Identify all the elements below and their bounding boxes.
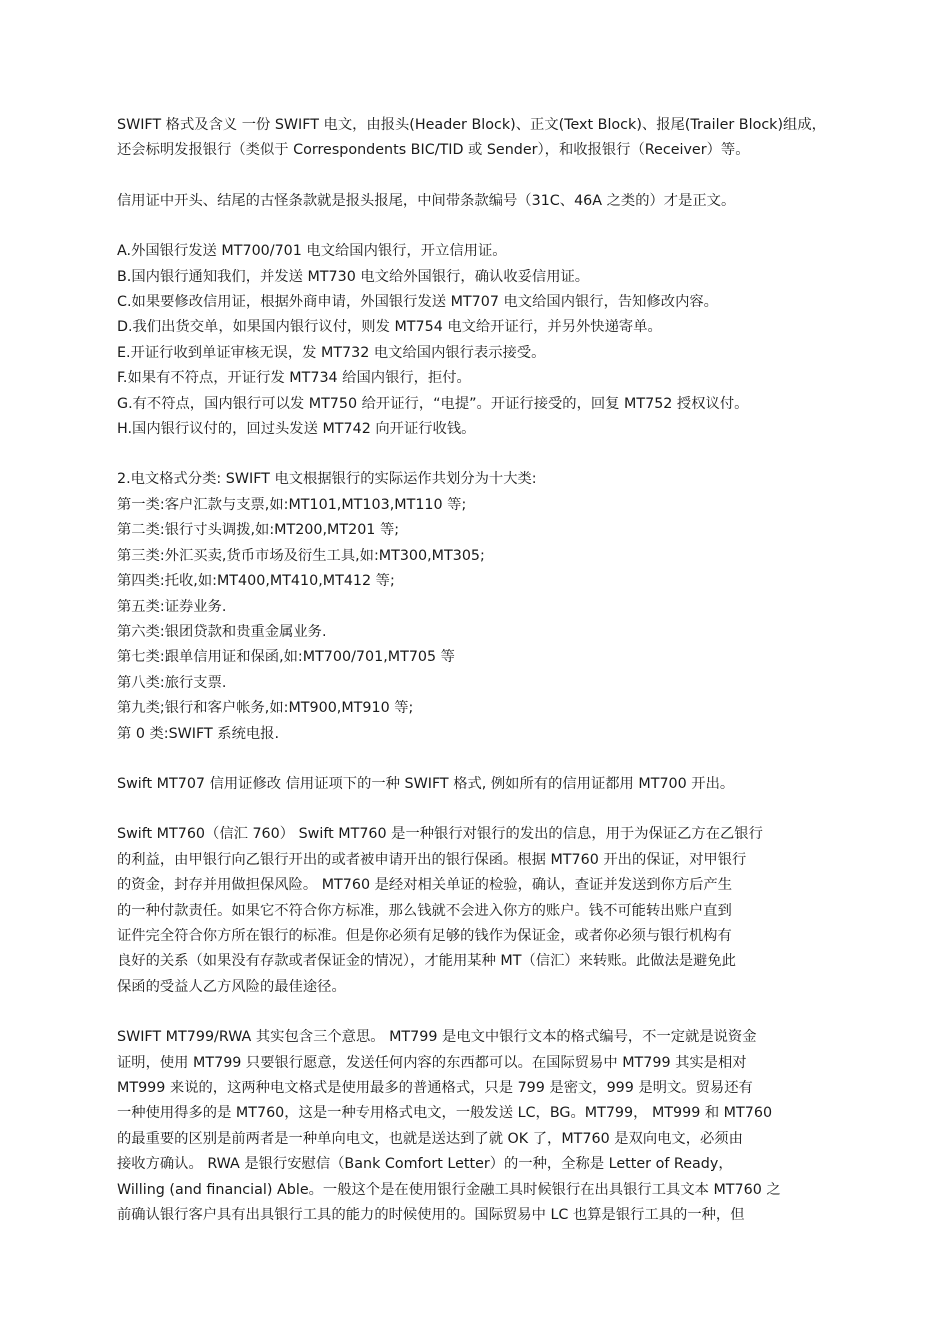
mt799-line: 证明，使用 MT799 只要银行愿意，发送任何内容的东西都可以。在国际贸易中 MT799 其实是相对 [117,1054,747,1071]
category-item: 第七类:跟单信用证和保函,如:MT700/701,MT705 等 [117,649,455,666]
mt799-line: SWIFT MT799/RWA 其实包含三个意思。 MT799 是电文中银行文本的格式编号，不一定就是说资金 [117,1029,757,1046]
mt799-paragraph [117,1025,837,1228]
category-item: 第九类;银行和客户帐务,如:MT900,MT910 等; [117,700,414,717]
steps-list [117,239,837,442]
categories-section [117,467,837,746]
step-item: B.国内银行通知我们，并发送 MT730 电文给外国银行，确认收妥信用证。 [117,268,590,285]
mt760-line: Swift MT760（信汇 760） Swift MT760 是一种银行对银行的发出的信息，用于为保证乙方在乙银行 [117,826,763,843]
step-item: H.国内银行议付的，回过头发送 MT742 向开证行收钱。 [117,421,476,438]
explain-line: 信用证中开头、结尾的古怪条款就是报头报尾，中间带条款编号（31C、46A 之类的）才是正文。 [117,192,736,209]
step-item: G.有不符点，国内银行可以发 MT750 给开证行，“电提”。开证行接受的，回复 MT752 授权议付。 [117,395,749,412]
step-item: A.外国银行发送 MT700/701 电文给国内银行，开立信用证。 [117,243,507,260]
intro-line: SWIFT 格式及含义 一份 SWIFT 电文，由报头(Header Block)、正文(Text Block)、报尾(Trailer Block)组成， [117,117,826,133]
intro-line: 还会标明发报银行（类似于 Correspondents BIC/TID 或 Sender），和收报银行（Receiver）等。 [117,142,750,159]
step-item: E.开证行收到单证审核无误，发 MT732 电文给国内银行表示接受。 [117,344,546,361]
category-item: 第五类:证券业务. [117,598,227,615]
mt760-paragraph [117,822,837,1000]
step-item: C.如果要修改信用证，根据外商申请，外国银行发送 MT707 电文给国内银行，告知修改内容。 [117,294,718,311]
intro-paragraph [117,113,837,164]
mt760-line: 的利益，由甲银行向乙银行开出的或者被申请开出的银行保函。根据 MT760 开出的保证，对甲银行 [117,851,747,868]
category-item: 第三类:外汇买卖,货币市场及衍生工具,如:MT300,MT305; [117,547,485,564]
mt799-line: Willing (and financial) Able。一般这个是在使用银行金融工具时候银行在出具银行工具文本 MT760 之 [117,1181,781,1198]
mt760-line: 证件完全符合你方所在银行的标准。但是你必须有足够的钱作为保证金，或者你必须与银行机构有 [117,927,732,944]
mt760-line: 的资金，封存并用做担保风险。 MT760 是经对相关单证的检验，确认，查证并发送到你方后产生 [117,877,733,894]
category-item: 第六类:银团贷款和贵重金属业务. [117,623,327,640]
mt799-line: 前确认银行客户具有出具银行工具的能力的时候使用的。国际贸易中 LC 也算是银行工具的一种，但 [117,1207,745,1224]
category-item: 第二类:银行寸头调拨,如:MT200,MT201 等; [117,522,400,539]
category-item: 第四类:托收,如:MT400,MT410,MT412 等; [117,573,395,590]
category-item: 第一类:客户汇款与支票,如:MT101,MT103,MT110 等; [117,496,467,513]
step-item: F.如果有不符点，开证行发 MT734 给国内银行，拒付。 [117,370,471,387]
mt799-line: 的最重要的区别是前两者是一种单向电文，也就是送达到了就 OK 了，MT760 是双向电文，必须由 [117,1130,743,1147]
mt707-paragraph [117,772,837,797]
mt799-line: 接收方确认。 RWA 是银行安慰信（Bank Comfort Letter）的一种，全称是 Letter of Ready， [117,1156,733,1173]
category-item: 第 0 类:SWIFT 系统电报. [117,725,280,742]
mt799-line: 一种使用得多的是 MT760，这是一种专用格式电文，一般发送 LC，BG。MT799， MT999 和 MT760 [117,1105,773,1122]
categories-heading: 2.电文格式分类: SWIFT 电文根据银行的实际运作共划分为十大类: [117,471,537,488]
mt760-line: 良好的关系（如果没有存款或者保证金的情况），才能用某种 MT（信汇）来转账。此做法是避免此 [117,953,736,970]
category-item: 第八类:旅行支票. [117,674,227,691]
mt707-line: Swift MT707 信用证修改 信用证项下的一种 SWIFT 格式, 例如所有的信用证都用 MT700 开出。 [117,775,735,792]
mt760-line: 的一种付款责任。如果它不符合你方标准，那么钱就不会进入你方的账户。钱不可能转出账户直到 [117,902,732,919]
explain-paragraph [117,189,837,214]
mt799-line: MT999 来说的，这两种电文格式是使用最多的普通格式，只是 799 是密文，999 是明文。贸易还有 [117,1080,753,1096]
step-item: D.我们出货交单，如果国内银行议付，则发 MT754 电文给开证行，并另外快递寄单。 [117,319,662,336]
mt760-line: 保函的受益人乙方风险的最佳途径。 [117,978,346,995]
document-page [117,113,837,1253]
